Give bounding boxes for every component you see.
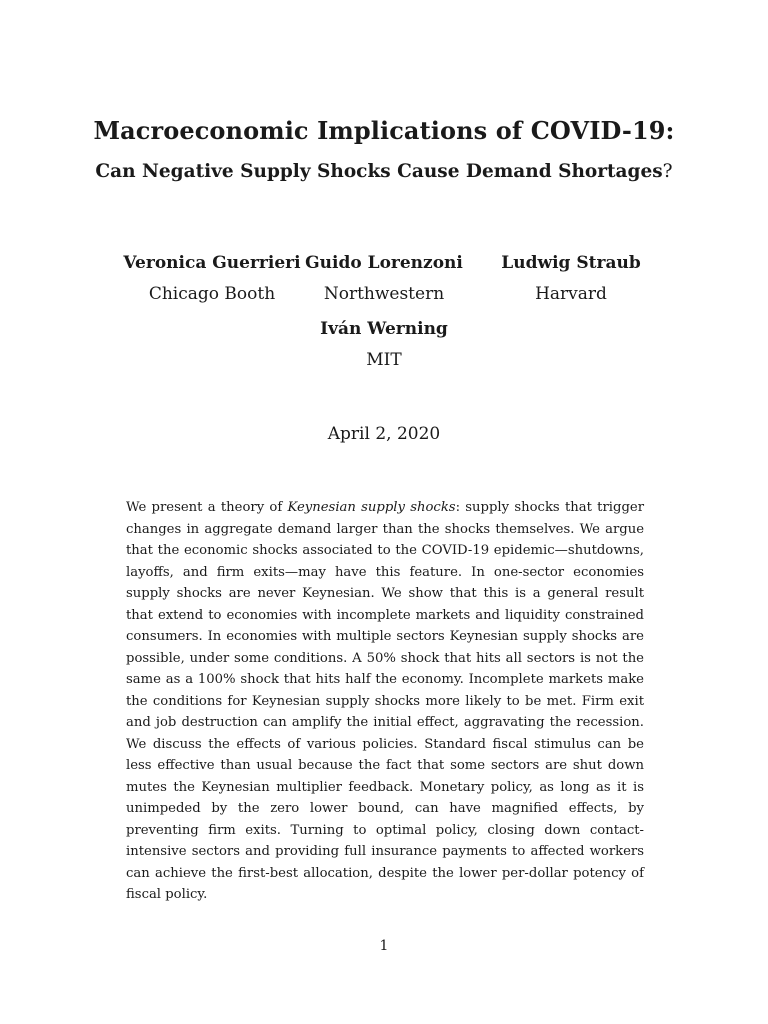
author-block-4 <box>274 318 494 371</box>
author-affiliation: Northwestern <box>323 284 445 304</box>
paper-title: Macroeconomic Implications of COVID-19: <box>93 116 675 145</box>
subtitle-text: Can Negative Supply Shocks Cause Demand Shortages <box>95 161 663 182</box>
subtitle-question-mark: ? <box>662 161 673 182</box>
author-affiliation: Chicago Booth <box>148 284 276 304</box>
paper-subtitle <box>0 161 768 182</box>
author-affiliation: MIT <box>366 350 402 370</box>
abstract-emphasis: Keynesian supply shocks <box>287 500 456 515</box>
abstract-lead: We present a theory of <box>126 500 288 515</box>
author-name: Ludwig Straub <box>501 253 641 273</box>
author-block-3 <box>461 252 681 305</box>
author-name: Iván Werning <box>320 319 448 339</box>
abstract-body: : supply shocks that trigger changes in aggregate demand larger than the shocks themselves. We argue that the economic shocks associated to the COVID-19 epidemic—shutdowns, layoffs, and firm exits—may have this feature. In one-sector economies supply shocks are never Keynesian. We show that this is a general result that extend to economies with incomplete markets and liquidity constrained consumers. In economies with multiple sectors Keynesian supply shocks are possible, under some conditions. A 50% shock that hits all sectors is not the same as a 100% shock that hits half the economy. Incomplete markets make the conditions for Keynesian supply shocks more likely to be met. Firm exit and job destruction can amplify the initial effect, aggravating the recession. We discuss the effects of various policies. Standard fiscal stimulus can be less effective than usual because the fact that some sectors are shut down mutes the Keynesian multiplier feedback. Monetary policy, as long as it is unimpeded by the zero lower bound, can have magnified effects, by preventing firm exits. Turning to optimal policy, closing down contact-intensive sectors and providing full insurance payments to affected workers can achieve the first-best allocation, despite the lower per-dollar potency of fiscal policy. <box>126 500 644 902</box>
page-number: 1 <box>379 938 389 954</box>
author-name: Veronica Guerrieri <box>123 253 301 273</box>
abstract <box>126 497 644 906</box>
paper-date: April 2, 2020 <box>327 424 441 444</box>
author-affiliation: Harvard <box>535 284 607 304</box>
author-name: Guido Lorenzoni <box>305 253 463 273</box>
